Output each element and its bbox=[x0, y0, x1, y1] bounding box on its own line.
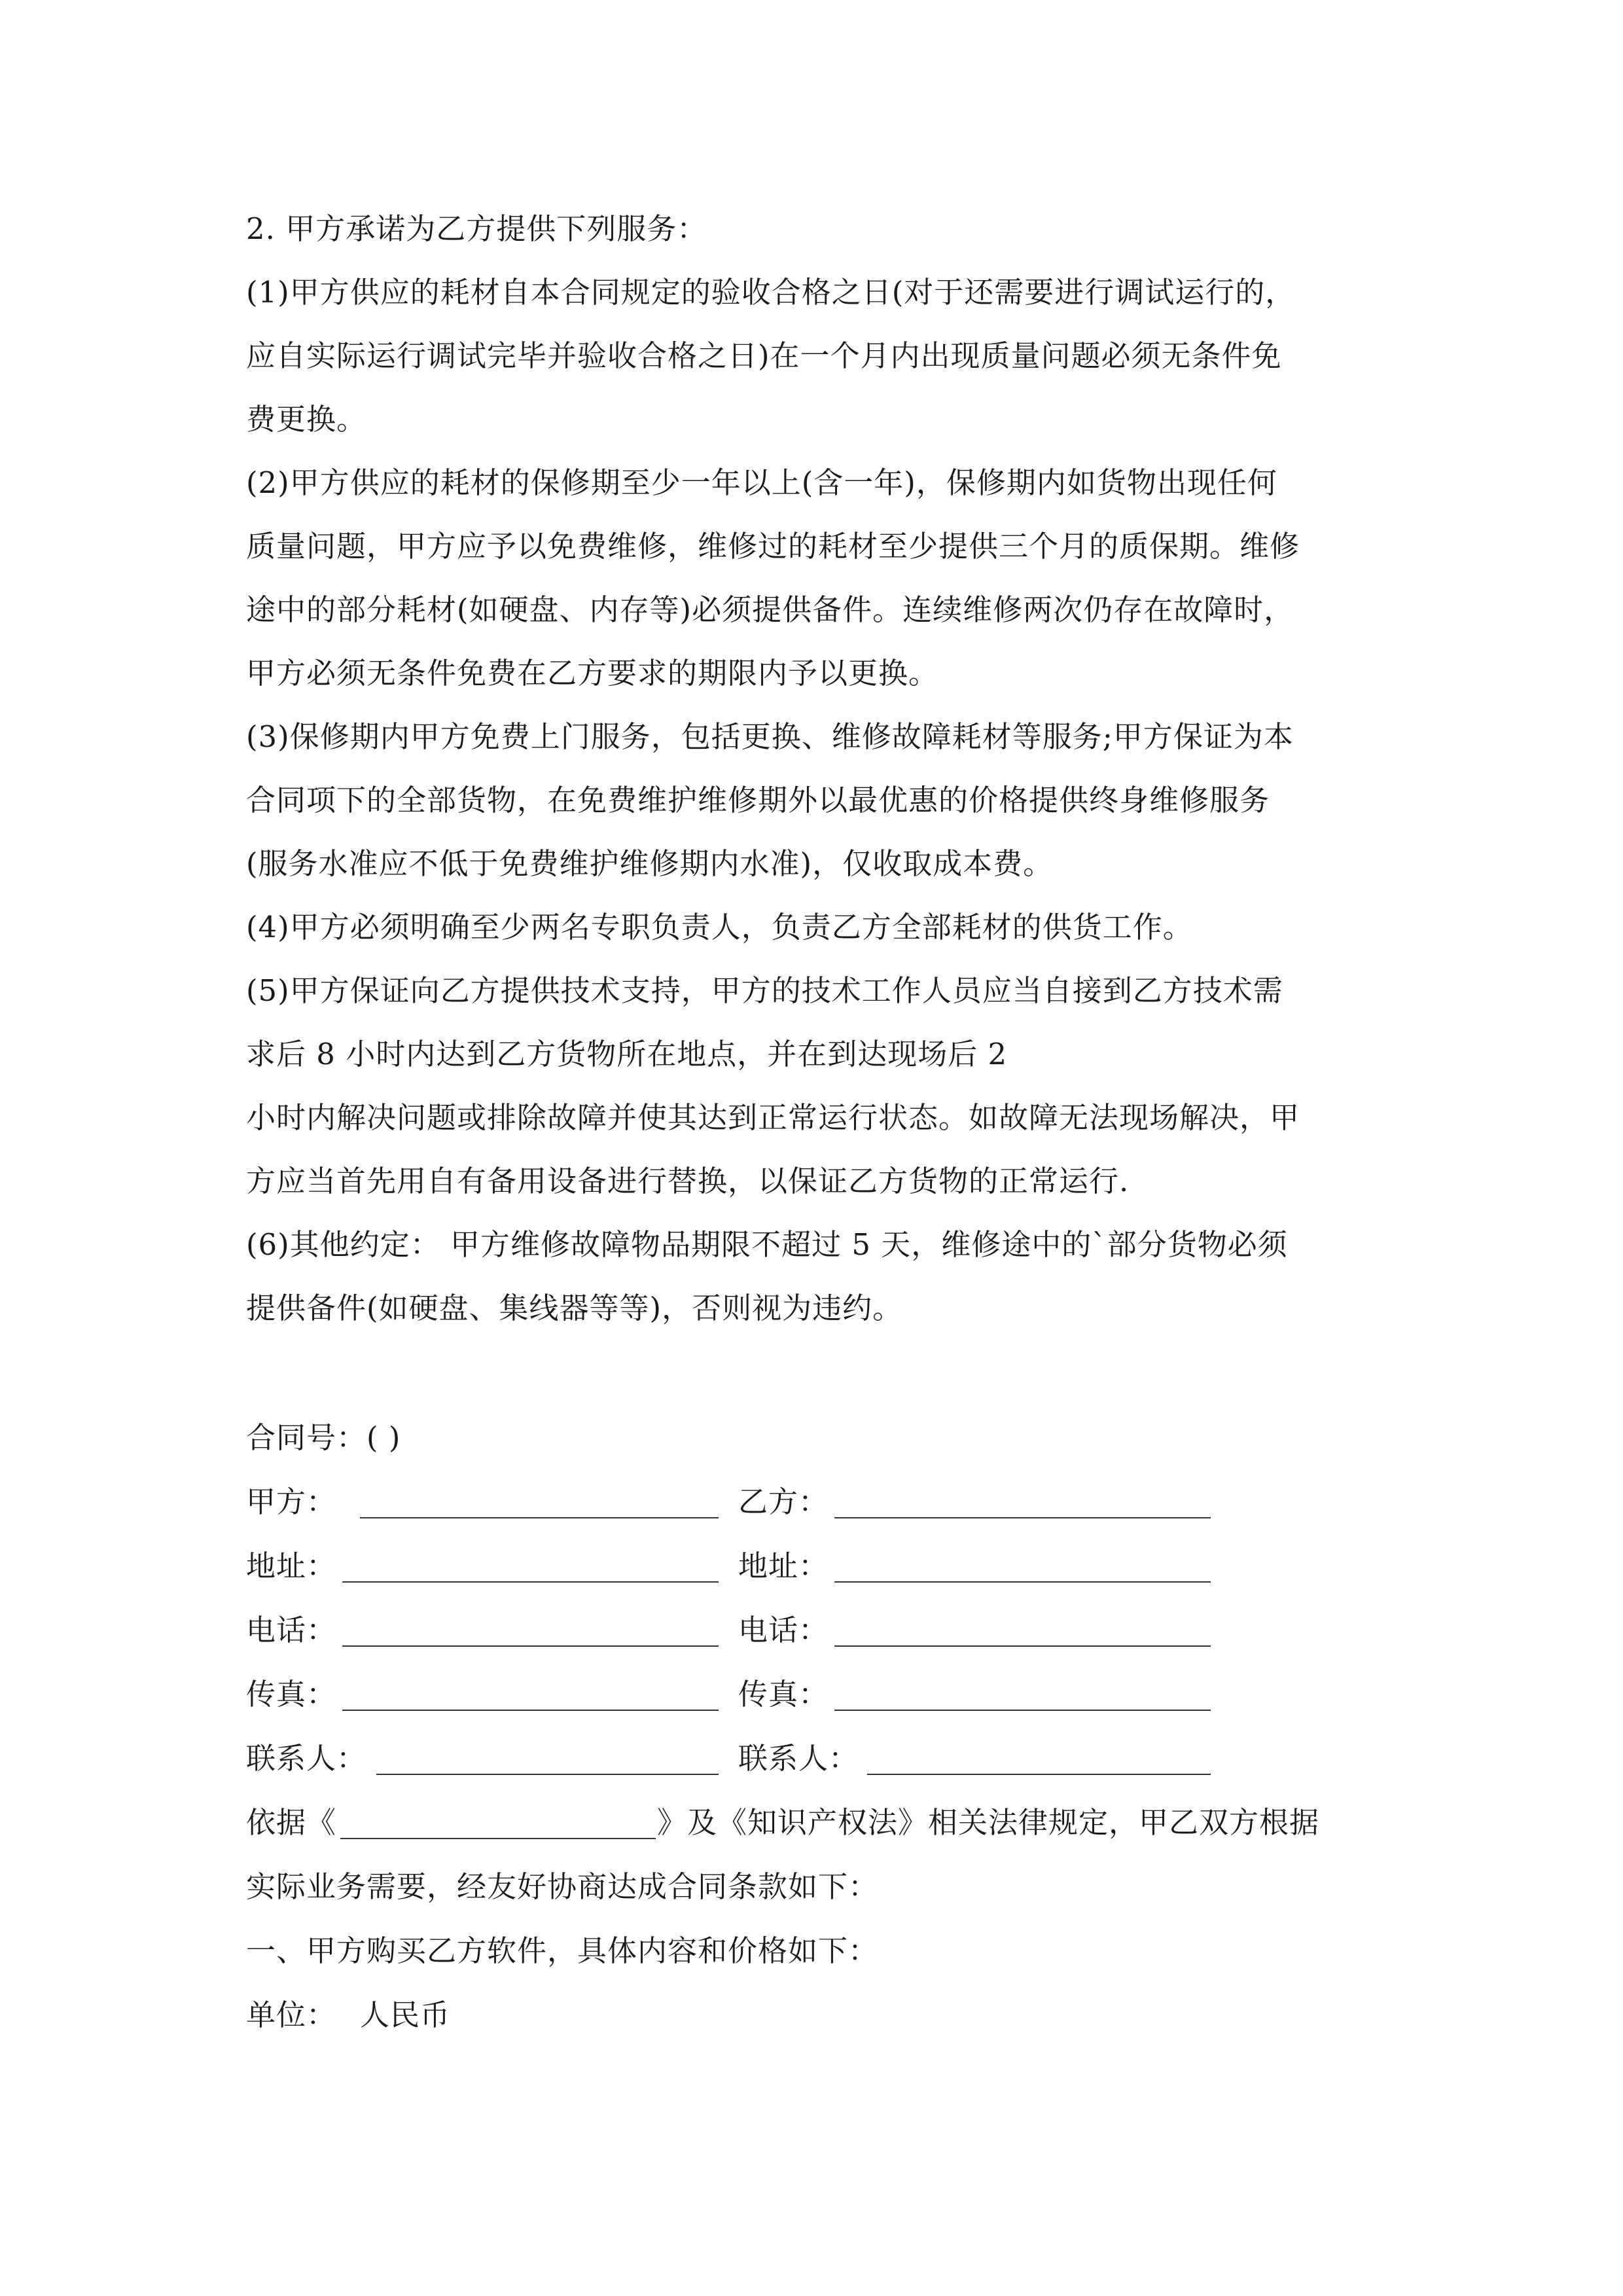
fax-b-label: 传真： bbox=[738, 1677, 829, 1712]
phone-a-label: 电话： bbox=[246, 1613, 337, 1647]
services-line: 应自实际运行调试完毕并验收合格之日)在一个月内出现质量问题必须无条件免 bbox=[246, 338, 1282, 373]
contract-number: 合同号：( ) bbox=[246, 1420, 401, 1455]
party-a-label: 甲方： bbox=[246, 1484, 337, 1519]
services-line: 甲方必须无条件免费在乙方要求的期限内予以更换。 bbox=[246, 656, 939, 691]
contact-a-label: 联系人： bbox=[246, 1741, 367, 1776]
services-line: (2)甲方供应的耗材的保修期至少一年以上(含一年)，保修期内如货物出现任何 bbox=[246, 465, 1277, 500]
basis-suffix: 》及《知识产权法》相关法律规定，甲乙双方根据 bbox=[657, 1805, 1320, 1840]
phone-b-field[interactable] bbox=[834, 1645, 1211, 1647]
services-line: (1)甲方供应的耗材自本合同规定的验收合格之日(对于还需要进行调试运行的， bbox=[246, 275, 1296, 310]
address-a-label: 地址： bbox=[246, 1549, 337, 1583]
basis-line-2: 实际业务需要，经友好协商达成合同条款如下： bbox=[246, 1869, 879, 1904]
address-a-field[interactable] bbox=[342, 1581, 719, 1583]
services-line: (3)保修期内甲方免费上门服务，包括更换、维修故障耗材等服务;甲方保证为本 bbox=[246, 719, 1294, 754]
party-b-label: 乙方： bbox=[738, 1484, 829, 1519]
services-line: 合同项下的全部货物，在免费维护维修期外以最优惠的价格提供终身维修服务 bbox=[246, 783, 1270, 817]
address-b-field[interactable] bbox=[834, 1581, 1211, 1583]
services-line: (5)甲方保证向乙方提供技术支持，甲方的技术工作人员应当自接到乙方技术需 bbox=[246, 973, 1283, 1008]
unit-value: 人民币 bbox=[360, 1998, 451, 2032]
services-line: 途中的部分耗材(如硬盘、内存等)必须提供备件。连续维修两次仍存在故障时， bbox=[246, 592, 1294, 627]
services-line: 提供备件(如硬盘、集线器等等)，否则视为违约。 bbox=[246, 1291, 903, 1325]
unit-label: 单位： bbox=[246, 1998, 337, 2032]
address-b-label: 地址： bbox=[738, 1549, 829, 1583]
services-line: (6)其他约定： 甲方维修故障物品期限不超过 5 天，维修途中的`部分货物必须 bbox=[246, 1227, 1288, 1262]
services-line: 质量问题，甲方应予以免费维修，维修过的耗材至少提供三个月的质保期。维修 bbox=[246, 529, 1300, 564]
phone-a-field[interactable] bbox=[342, 1645, 719, 1647]
clause-1: 一、甲方购买乙方软件，具体内容和价格如下： bbox=[246, 1933, 879, 1968]
services-line: (服务水准应不低于免费维护维修期内水准)，仅收取成本费。 bbox=[246, 846, 1054, 881]
services-heading: 2. 甲方承诺为乙方提供下列服务： bbox=[246, 211, 707, 246]
contact-b-field[interactable] bbox=[867, 1774, 1211, 1775]
services-line: 费更换。 bbox=[246, 402, 367, 437]
party-b-field[interactable] bbox=[834, 1517, 1211, 1518]
basis-prefix: 依据《 bbox=[246, 1805, 337, 1840]
fax-a-field[interactable] bbox=[342, 1710, 719, 1711]
services-line: 求后 8 小时内达到乙方货物所在地点，并在到达现场后 2 bbox=[246, 1037, 1008, 1071]
services-line: 小时内解决问题或排除故障并使其达到正常运行状态。如故障无法现场解决，甲 bbox=[246, 1100, 1300, 1135]
party-a-field[interactable] bbox=[360, 1517, 719, 1518]
fax-a-label: 传真： bbox=[246, 1677, 337, 1712]
contact-b-label: 联系人： bbox=[738, 1741, 859, 1776]
services-line: (4)甲方必须明确至少两名专职负责人，负责乙方全部耗材的供货工作。 bbox=[246, 910, 1193, 944]
contact-a-field[interactable] bbox=[376, 1774, 719, 1775]
fax-b-field[interactable] bbox=[834, 1710, 1211, 1711]
basis-law-field[interactable] bbox=[340, 1838, 656, 1839]
services-line: 方应当首先用自有备用设备进行替换，以保证乙方货物的正常运行. bbox=[246, 1164, 1130, 1198]
phone-b-label: 电话： bbox=[738, 1613, 829, 1647]
